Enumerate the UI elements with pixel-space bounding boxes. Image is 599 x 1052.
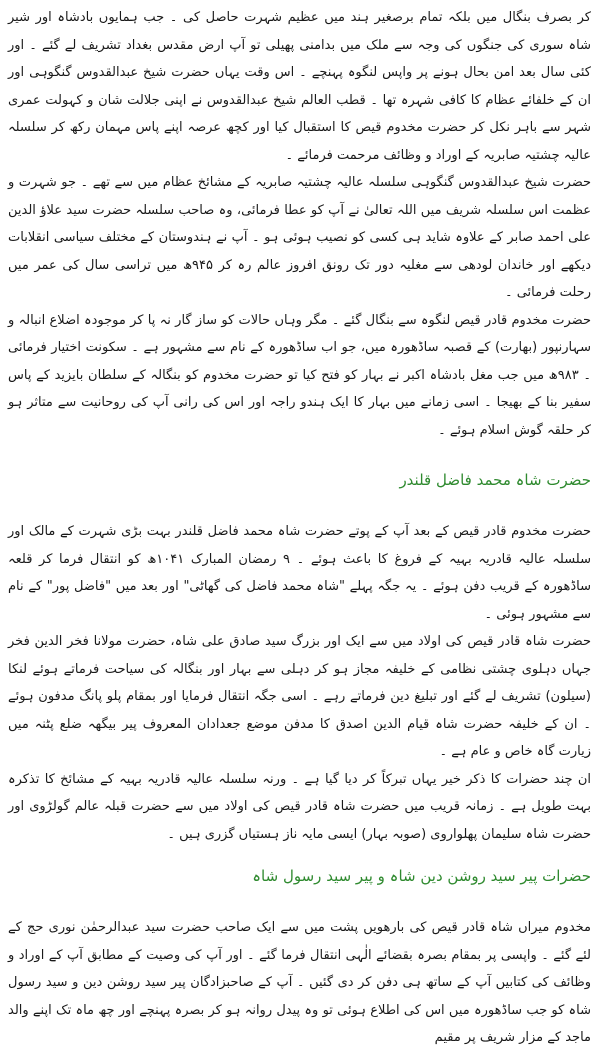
paragraph-sadiq-ali-shah: حضرت شاہ قادر قیص کی اولاد میں سے ایک اور بزرگ سید صادق علی شاہ، حضرت مولانا فخر الدین فخر جہاں دہلوی چشتی نظامی کے خلیفہ مجاز ہو کر دہلی سے بہار اور بنگالہ کی سیاحت فرماتے ہوئے لنکا (سیلون) تشریف لے گئے اور تبلیغ دین فرماتے رہے ۔ اسی جگہ انتقال فرمایا اور بمقام پلو پانگ مدفون ہوئے ۔ ان کے خلیفہ حضرت شاہ قیام الدین اصدق کا مدفن موضع جعدادان المعروف پیر بیگھہ ضلع پٹنہ میں زیارت گاہ خاص و عام ہے ۔ bbox=[8, 634, 591, 759]
section-heading-fazil-qalandar: حضرت شاہ محمد فاضل قلندر bbox=[399, 471, 591, 489]
paragraph-makhdoom-baghdad: کر بصرف بنگال میں بلکہ تمام برصغیر ہند میں عظیم شہرت حاصل کی ۔ جب ہمایوں بادشاہ اور شیر شاہ سوری کی جنگوں کی وجہ سے ملک میں بدامنی پھیلی تو آپ ارض مقدس بغداد تشریف لے گئے ۔ اور کئی سال بعد امن بحال ہونے پر واپس لنگوہ پہنچے ۔ اس وقت یہاں حضرت شیخ عبدالقدوس گنگوہی اور ان کے خلفائے عظام کا کافی شہرہ تھا ۔ قطب العالم شیخ عبدالقدوس نے اپنی جلالت شان و کہولت عمری شہر سے باہر نکل کر حضرت مخدوم قیص کا استقبال کیا اور کچھ عرصہ اپنے پاس مہمان رکھ کر سلسلہ عالیہ چشتیہ صابریہ کے اوراد و وظائف مرحمت فرمائے ۔ bbox=[8, 10, 591, 163]
paragraph-abdul-rahman-noori: مخدوم میراں شاہ قادر قیص کی بارھویں پشت میں سے ایک صاحب حضرت سید عبدالرحمٰن نوری حج کے لئے گئے ۔ واپسی پر بمقام بصرہ بقضائے الٰہی انتقال فرما گئے ۔ اور آپ کی وصیت کے مطابق آپ کے اوراد و وظائف کی کتابیں آپ کے ساتھ ہی دفن کر دی گئیں ۔ آپ کے صاحبزادگان پیر سید روشن دین و سید رسول شاہ کو جب ساڈھورہ میں اس کی اطلاع ہوئی تو وہ پیدل روانہ ہو کر بصرہ پہنچے اور چھ ماہ تک اپنے والد ماجد کے مزار شریف پر مقیم bbox=[8, 920, 591, 1045]
paragraph-fazil-qalandar: حضرت مخدوم قادر قیص کے بعد آپ کے پوتے حضرت شاہ محمد فاضل قلندر بہت بڑی شہرت کے مالک اور سلسلہ عالیہ قادریہ بہیہ کے فروغ کا باعث ہوئے ۔ ۹ رمضان المبارک ۱۰۴۱ھ کو انتقال فرما کر قلعہ ساڈھورہ کے قریب دفن ہوئے ۔ یہ جگہ پہلے "شاہ محمد فاضل کی گھاٹی" اور بعد میں "فاضل پور" کے نام سے مشہور ہوئی ۔ bbox=[8, 524, 591, 622]
paragraph-abdul-quddus-gangohi: حضرت شیخ عبدالقدوس گنگوہی سلسلہ عالیہ چشتیہ صابریہ کے مشائخ عظام میں سے تھے ۔ جو شہرت و عظمت اس سلسلہ شریف میں اللہ تعالیٰ نے آپ کو عطا فرمائی، وہ صاحب سلسلہ حضرت سید علاؤ الدین علی احمد صابر کے علاوہ شاید ہی کسی کو نصیب ہوئی ہو ۔ آپ نے ہندوستان کے مختلف سیاسی انقلابات دیکھے اور خاندان لودھی سے مغلیہ دور تک رونق افروز عالم رہ کر ۹۴۵ھ میں تراسی سال کی عمر میں رحلت فرمائی ۔ bbox=[8, 175, 591, 300]
section-heading-roshan-din-rasool-shah: حضرات پیر سید روشن دین شاہ و پیر سید رسول شاہ bbox=[252, 867, 591, 885]
paragraph-mashaikh-zikr: ان چند حضرات کا ذکر خیر یہاں تبرکاً کر دیا گیا ہے ۔ ورنہ سلسلہ عالیہ قادریہ بہیہ کے مشائخ کا تذکرہ بہت طویل ہے ۔ زمانہ قریب میں حضرت شاہ قادر قیص کی اولاد میں سے حضرت قبلہ عالم گولڑوی اور حضرت شاہ سلیمان پھلواروی (صوبہ بہار) ایسی مایہ ناز ہستیاں گزری ہیں ۔ bbox=[8, 771, 591, 842]
paragraph-sadhaura-bengal: حضرت مخدوم قادر قیص لنگوہ سے بنگال گئے ۔ مگر وہاں حالات کو ساز گار نہ پا کر موجودہ اضلاع انبالہ و سہارنپور (بھارت) کے قصبہ ساڈھورہ میں، جو اب ساڈھورہ کے نام سے مشہور ہے ۔ سکونت اختیار فرمائی ۔ ۹۸۳ھ میں جب مغل بادشاہ اکبر نے بہار کو فتح کیا تو حضرت مخدوم کو بنگالہ کے سلطان بایزید کے پاس سفیر بنا کے بھیجا ۔ اسی زمانے میں بہار کا ایک ہندو راجہ اور اس کی رانی آپ کی روحانیت سے متاثر ہو کر حلقہ گوش اسلام ہوئے ۔ bbox=[8, 312, 591, 438]
